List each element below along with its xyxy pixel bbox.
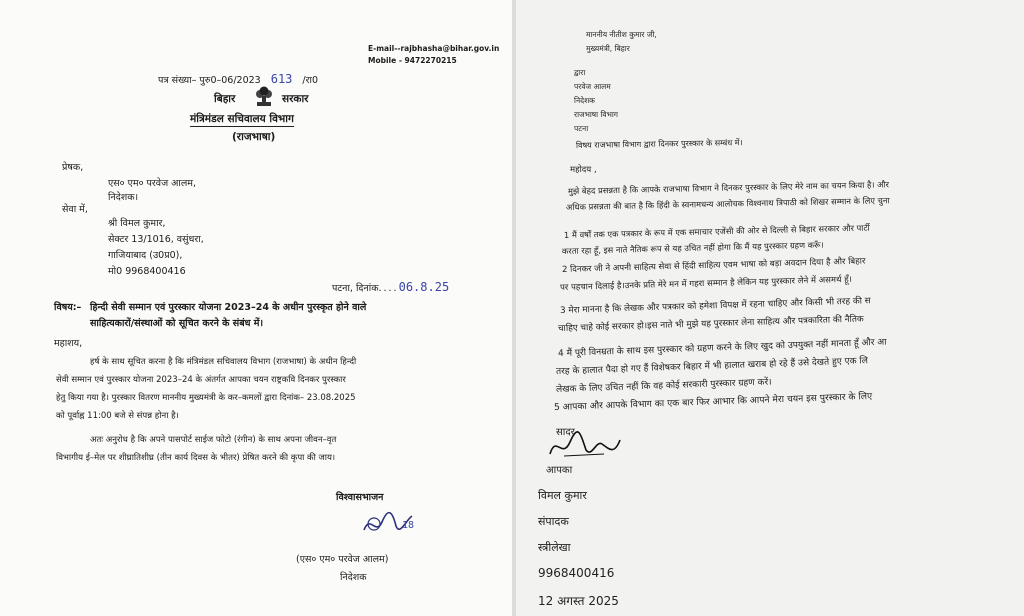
reply-regards: सादर: [556, 427, 575, 438]
reply-body-11: लेखक के लिए उचित नहीं कि वह कोई सरकारी पुरस्कार ग्रहण करें।: [555, 377, 772, 395]
reply-body-4: करता रहा हूँ, इस नाते नैतिक रूप से यह उचित नहीं होगा कि मैं यह पुरस्कार ग्रहण करूँ।: [561, 239, 824, 256]
state-label: बिहार: [214, 93, 236, 105]
signature-mark: 18: [402, 520, 415, 531]
signer-name: (एस० एम० परवेज आलम): [296, 554, 389, 565]
reply-signature-icon: [544, 428, 624, 466]
reply-yours: आपका: [546, 465, 573, 476]
subject-line-1: हिन्दी सेवी सम्मान एवं पुरस्कार योजना 2023–24 के अधीन पुरस्कृत होने वाले: [90, 302, 367, 313]
reference-number: पत्र संख्या– पुरु0–06/2023 613 /रा0: [158, 72, 318, 86]
body-line-3: हेतु किया गया है। पुरस्कार वितरण माननीय मुख्यमंत्री के कर–कमलों द्वारा दिनांक– 23.08.2025: [56, 393, 356, 403]
reply-body-1: मुझे बेहद प्रसन्नता है कि आपके राजभाषा विभाग ने दिनकर पुरस्कार के लिए मेरे नाम का चयन किया है। और: [567, 179, 890, 196]
sender-label: प्रेषक,: [62, 162, 84, 173]
reply-body-12: 5 आपका और आपके विभाग का एक बार फिर आभार कि आपने मेरा चयन इस पुरस्कार के लिए: [553, 390, 873, 413]
via-line-2: परवेज आलम: [574, 82, 611, 91]
reply-body-6: पर पहचान दिलाई है।उनके प्रति मेरे मन में गहरा सम्मान है लेकिन यह पुरस्कार लेने में असमर्थ हूँ।: [559, 274, 853, 293]
reply-body-7: 3 मेरा मानना है कि लेखक और पत्रकार को हमेशा विपक्ष में रहना चाहिए और किसी भी तरह की स: [559, 296, 871, 316]
mobile-line: Mobile - 9472270215: [368, 56, 457, 65]
body-line-1: हर्ष के साथ सूचित करना है कि मंत्रिमंडल सचिवालय विभाग (राजभाषा) के अधीन हिन्दी: [90, 357, 357, 367]
body-line-2: सेवी सम्मान एवं पुरस्कार योजना 2023–24 के अंतर्गत आपका चयन राष्ट्रकवि दिनकर पुरस्कार: [56, 375, 346, 385]
recipient-name: श्री विमल कुमार,: [108, 218, 166, 229]
reply-body-5: 2 दिनकर जी ने अपनी साहित्य सेवा से हिंदी साहित्य एवम भाषा को बड़ा अवदान दिया है और बिहार: [561, 256, 866, 275]
signer-title: निदेशक: [340, 572, 367, 583]
place-date: पटना, दिनांक....06.8.25: [332, 280, 450, 294]
sender-name: एस० एम० परवेज आलम,: [108, 178, 197, 189]
recipient-phone: मो0 9968400416: [108, 266, 186, 277]
salutation: महाशय,: [54, 338, 83, 349]
via-line-5: पटना: [574, 124, 589, 133]
reply-phone: 9968400416: [538, 566, 615, 580]
reply-date: 12 अगस्त 2025: [538, 594, 619, 608]
via-line-4: राजभाषा विभाग: [574, 110, 619, 119]
reply-body-8: चाहिए चाहे कोई सरकार हो।इस नाते भी मुझे यह पुरस्कार लेना साहित्य और पत्रकारिता की नैतिक: [557, 314, 864, 334]
subject-label: विषय:–: [54, 302, 82, 313]
to-line-2: मुख्यमंत्री, बिहार: [586, 44, 630, 53]
reply-body-9: 4 मैं पूरी विनम्रता के साथ इस पुरस्कार को ग्रहण करने के लिए खुद को उपयुक्त नहीं मानता हूँ और आ: [557, 337, 887, 359]
closing: विश्वासभाजन: [336, 492, 384, 503]
email-line: E-mail--rajbhasha@bihar.gov.in: [368, 44, 500, 53]
state-emblem-icon: [253, 84, 275, 108]
department-name: मंत्रिमंडल सचिवालय विभाग: [190, 113, 294, 125]
body-line-5: अतः अनुरोध है कि अपने पासपोर्ट साईज फोटो (रंगीन) के साथ अपना जीवन–वृत: [90, 435, 337, 445]
to-line-1: माननीय नीतीश कुमार जी,: [586, 30, 657, 39]
reply-salutation: महोदय ,: [570, 165, 597, 175]
reply-body-3: 1 मैं वर्षों तक एक पत्रकार के रूप में एक समाचार एजेंसी की ओर से दिल्ली से बिहार सरकार और पार्टी: [563, 222, 870, 240]
reply-body-2: अधिक प्रसन्नता की बात है कि हिंदी के स्वनामधन्य आलोचक विश्वनाथ त्रिपाठी को शिखर सम्मान के लिए चुना: [565, 195, 890, 212]
reply-name: विमल कुमार: [538, 489, 587, 502]
reply-role: संपादक: [538, 515, 569, 528]
recipient-address-2: गाजियाबाद (उ0प्र0),: [108, 250, 183, 261]
via-line-3: निदेशक: [574, 96, 595, 105]
sender-title: निदेशक।: [108, 192, 139, 203]
govt-label: सरकार: [282, 93, 309, 105]
body-line-4: को पूर्वाह्न 11:00 बजे से संपन्न होना है।: [56, 411, 179, 421]
recipient-address-1: सेक्टर 13/1016, वसुंधरा,: [108, 234, 204, 245]
reply-letter: [516, 0, 1024, 616]
reply-subject: विषय राजभाषा विभाग द्वारा दिनकर पुरस्कार के सम्बंध में।: [575, 138, 743, 150]
body-line-6: विभागीय ई–मेल पर शीघ्रातिशीघ्र (तीन कार्य दिवस के भीतर) प्रेषित करने की कृपा की जाय।: [56, 453, 336, 463]
reply-org: स्त्रीलेखा: [538, 541, 571, 554]
subject-line-2: साहित्यकारों/संस्थाओं को सूचित करने के संबंध में।: [90, 318, 264, 329]
reply-body-10: तरह के हालात पैदा हो गए हैं विशेषकर बिहार में भी हालात खराब हो रहे हैं उसे देखते हुए एक लि: [555, 356, 869, 377]
division-name: (राजभाषा): [232, 131, 276, 143]
via-line-1: द्वारा: [574, 68, 586, 77]
recipient-label: सेवा में,: [62, 204, 88, 215]
